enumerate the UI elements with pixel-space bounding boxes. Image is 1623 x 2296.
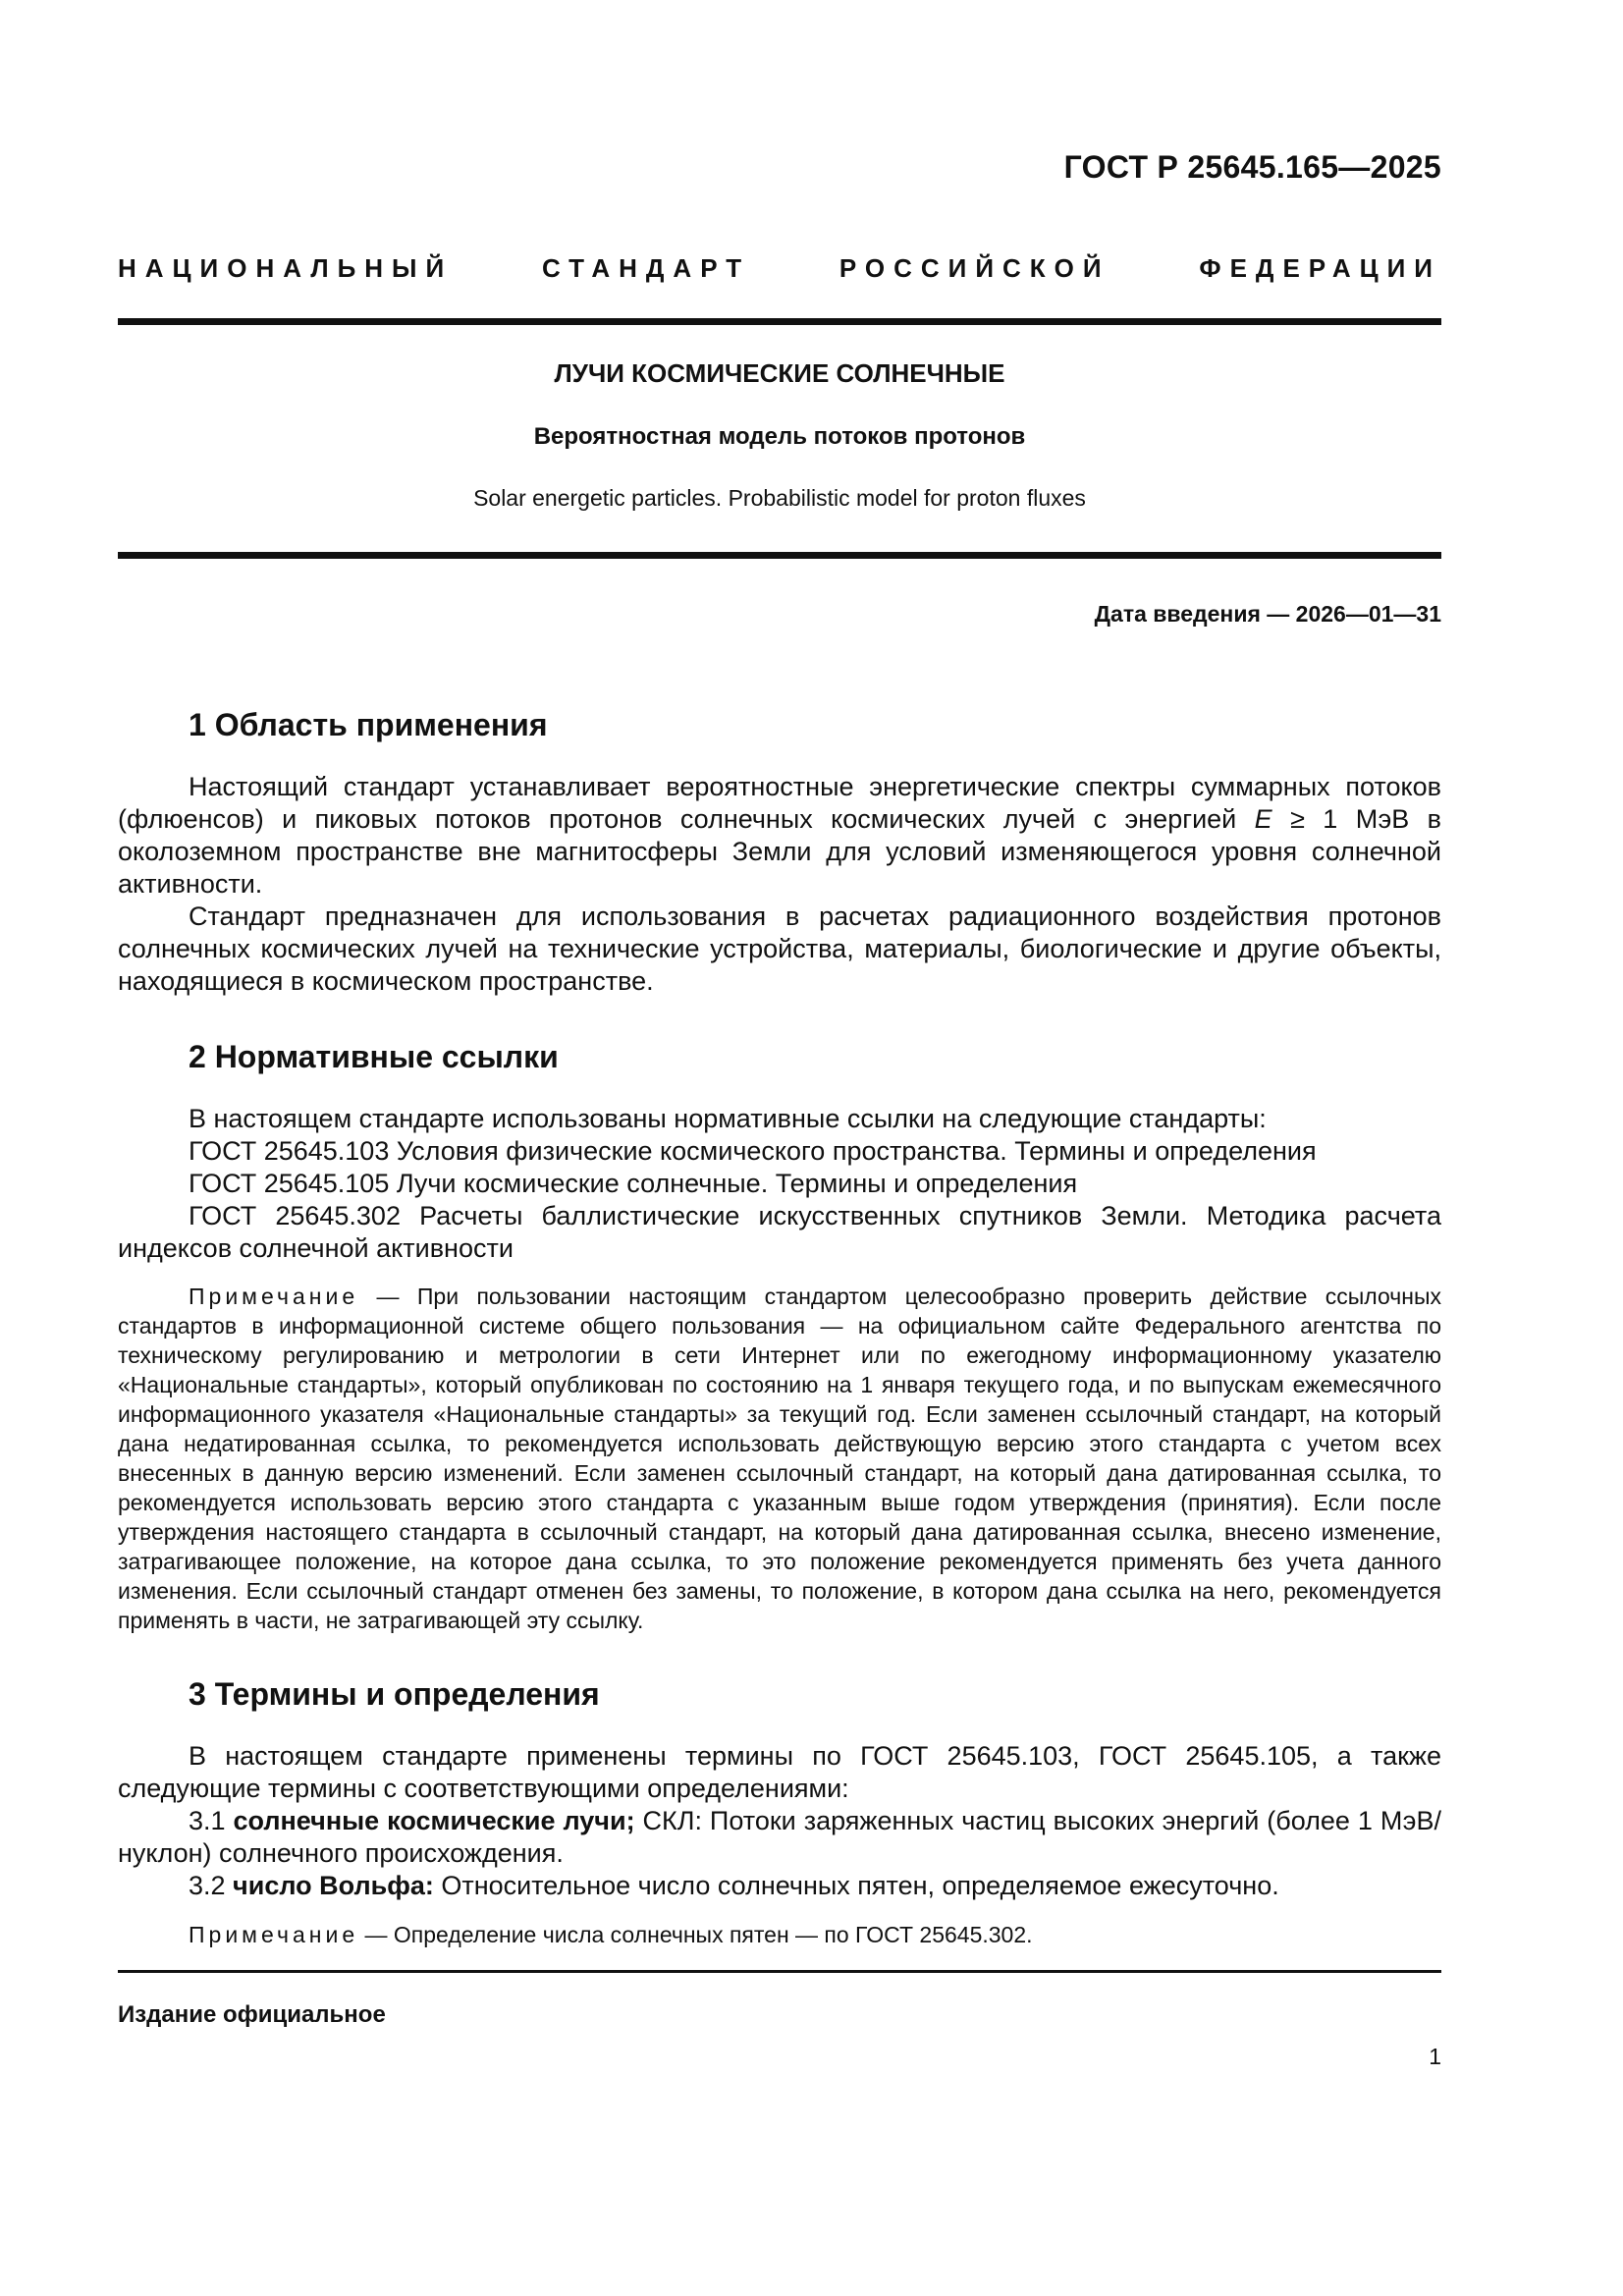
section-heading: 3 Термины и определения: [189, 1676, 600, 1712]
term-name: солнечные космические лучи;: [233, 1806, 635, 1835]
top-divider: [118, 318, 1441, 325]
section-scope: [118, 705, 1441, 998]
paragraph: В настоящем стандарте использованы нормативные ссылки на следующие стандарты:: [189, 1104, 1267, 1133]
section-heading: 2 Нормативные ссылки: [189, 1039, 559, 1074]
note-label: Примечание: [189, 1922, 359, 1947]
title-divider: [118, 552, 1441, 559]
paragraph: Стандарт предназначен для использования в расчетах радиационного воздействия протонов солнечных космических лучей на технические устройства, материалы, биологические и другие объекты, находящиеся в космическом пространстве.: [118, 902, 1441, 996]
document-number: ГОСТ Р 25645.165—2025: [1063, 149, 1441, 185]
note-label: Примечание: [189, 1284, 359, 1309]
term-definition: 3.2 число Вольфа: Относительное число солнечных пятен, определяемое ежесуточно.: [189, 1871, 1279, 1900]
note: Примечание — При пользовании настоящим стандартом целесообразно проверить действие ссылочных стандартов в информационной системе общего пользования — на официальном сайте Федерального агентства по техническому регулированию и метрологии в сети Интернет или по ежегодному информационному указателю «Национальные стандарты», который опубликован по состоянию на 1 января текущего года, и по выпускам ежемесячного информационного указателя «Национальные стандарты» за текущий год. Если заменен ссылочный стандарт, на который дана недатированная ссылка, то рекомендуется использовать действующую версию этого стандарта с учетом всех внесенных в данную версию изменений. Если заменен ссылочный стандарт, на который дана датированная ссылка, то рекомендуется использовать версию этого стандарта с указанным выше годом утверждения (принятия). Если после утверждения настоящего стандарта в ссылочный стандарт, на который дана датированная ссылка, внесено изменение, затрагивающее положение, на которое дана ссылка, то это положение рекомендуется применять без учета данного изменения. Если ссылочный стандарт отменен без замены, то положение, в котором дана ссылка на него, рекомендуется применять в части, не затрагивающей эту ссылку.: [118, 1284, 1441, 1633]
energy-variable: E: [1254, 804, 1272, 834]
edition-label: Издание официальное: [118, 2001, 386, 2028]
introduction-date: Дата введения — 2026—01—31: [1094, 601, 1441, 627]
term-name: число Вольфа:: [233, 1871, 434, 1900]
document-title: ЛУЧИ КОСМИЧЕСКИЕ СОЛНЕЧНЫЕ: [554, 358, 1005, 388]
reference-item: ГОСТ 25645.302 Расчеты баллистические искусственных спутников Земли. Методика расчета индексов солнечной активности: [118, 1201, 1441, 1263]
reference-item: ГОСТ 25645.103 Условия физические космического пространства. Термины и определения: [189, 1136, 1317, 1166]
document-subtitle: Вероятностная модель потоков протонов: [533, 423, 1026, 450]
paragraph: В настоящем стандарте применены термины по ГОСТ 25645.103, ГОСТ 25645.105, а также следующие термины с соответствующими определениями:: [118, 1741, 1441, 1803]
section-heading: 1 Область применения: [189, 707, 548, 742]
page-number: 1: [1429, 2044, 1441, 2069]
english-title: Solar energetic particles. Probabilistic model for proton fluxes: [473, 485, 1086, 511]
paragraph: Настоящий стандарт устанавливает вероятностные энергетические спектры суммарных потоков (флюенсов) и пиковых потоков протонов солнечных космических лучей с энергией E ≥ 1 МэВ в околоземном пространстве вне магнитосферы Земли для условий изменяющегося уровня солнечной активности.: [118, 772, 1442, 899]
document-body: [118, 705, 1441, 1949]
note: Примечание — Определение числа солнечных пятен — по ГОСТ 25645.302.: [189, 1922, 1033, 1947]
national-standard-banner: НАЦИОНАЛЬНЫЙ СТАНДАРТ РОССИЙСКОЙ ФЕДЕРАЦИИ: [118, 253, 1441, 283]
section-normative-references: [118, 1037, 1441, 1635]
section-terms-definitions: [118, 1674, 1441, 1949]
reference-item: ГОСТ 25645.105 Лучи космические солнечные. Термины и определения: [189, 1169, 1078, 1198]
footer-divider: [118, 1970, 1441, 1973]
term-definition: 3.1 солнечные космические лучи; СКЛ: Потоки заряженных частиц высоких энергий (более 1 МэВ/нуклон) солнечного происхождения.: [118, 1806, 1441, 1868]
